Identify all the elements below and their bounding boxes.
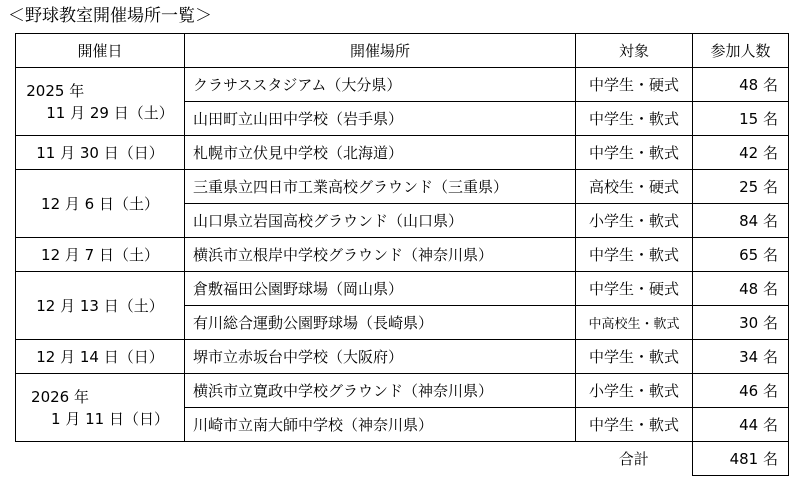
header-venue: 開催場所: [185, 34, 576, 68]
date-cell: [16, 374, 185, 442]
table-row: [16, 170, 789, 204]
header-date: 開催日: [16, 34, 185, 68]
target-cell: 中学生・軟式: [576, 340, 693, 374]
venue-table: [15, 33, 789, 476]
count-cell: 84 名: [693, 204, 789, 238]
date-cell: 12 月 14 日（日）: [16, 340, 185, 374]
venue-cell: 横浜市立寛政中学校グラウンド（神奈川県）: [185, 374, 576, 408]
table-row: [16, 374, 789, 408]
table-row: [16, 340, 789, 374]
target-cell: 高校生・硬式: [576, 170, 693, 204]
count-cell: 15 名: [693, 102, 789, 136]
venue-cell: 堺市立赤坂台中学校（大阪府）: [185, 340, 576, 374]
date-cell: 12 月 6 日（土）: [16, 170, 185, 238]
table-row: [16, 136, 789, 170]
blank-cell: [185, 442, 576, 476]
total-row: [16, 442, 789, 476]
count-cell: 42 名: [693, 136, 789, 170]
venue-cell: クラサススタジアム（大分県）: [185, 68, 576, 102]
count-cell: 34 名: [693, 340, 789, 374]
target-cell: 小学生・軟式: [576, 374, 693, 408]
date-year: 2025 年: [26, 81, 85, 100]
venue-cell: 山田町立山田中学校（岩手県）: [185, 102, 576, 136]
venue-cell: 札幌市立伏見中学校（北海道）: [185, 136, 576, 170]
target-cell: 中学生・硬式: [576, 272, 693, 306]
date-cell: 12 月 13 日（土）: [16, 272, 185, 340]
target-cell: 中学生・軟式: [576, 408, 693, 442]
count-cell: 30 名: [693, 306, 789, 340]
count-cell: 48 名: [693, 68, 789, 102]
count-cell: 48 名: [693, 272, 789, 306]
total-value: 481 名: [693, 442, 789, 476]
date-day: 11 月 29 日（土）: [46, 103, 174, 122]
count-cell: 25 名: [693, 170, 789, 204]
venue-cell: 有川総合運動公園野球場（長崎県）: [185, 306, 576, 340]
blank-cell: [16, 442, 185, 476]
table-row: [16, 238, 789, 272]
venue-cell: 山口県立岩国高校グラウンド（山口県）: [185, 204, 576, 238]
header-target: 対象: [576, 34, 693, 68]
date-cell: 11 月 30 日（日）: [16, 136, 185, 170]
date-year: 2026 年: [31, 387, 89, 406]
header-row: [16, 34, 789, 68]
venue-cell: 三重県立四日市工業高校グラウンド（三重県）: [185, 170, 576, 204]
document-title: ＜野球教室開催場所一覧＞: [8, 6, 212, 26]
table-row: [16, 68, 789, 102]
target-cell: 中学生・軟式: [576, 136, 693, 170]
total-label: 合計: [618, 450, 649, 469]
date-cell: 12 月 7 日（土）: [16, 238, 185, 272]
table-row: [16, 272, 789, 306]
date-day: 1 月 11 日（日）: [51, 409, 169, 428]
target-cell: 中学生・硬式: [576, 68, 693, 102]
date-cell: [16, 68, 185, 136]
venue-cell: 横浜市立根岸中学校グラウンド（神奈川県）: [185, 238, 576, 272]
count-cell: 44 名: [693, 408, 789, 442]
venue-cell: 倉敷福田公園野球場（岡山県）: [185, 272, 576, 306]
target-cell: 中高校生・軟式: [576, 306, 693, 340]
target-cell: 中学生・軟式: [576, 238, 693, 272]
header-count: 参加人数: [693, 34, 789, 68]
target-cell: 小学生・軟式: [576, 204, 693, 238]
count-cell: 65 名: [693, 238, 789, 272]
count-cell: 46 名: [693, 374, 789, 408]
target-cell: 中学生・軟式: [576, 102, 693, 136]
venue-cell: 川崎市立南大師中学校（神奈川県）: [185, 408, 576, 442]
